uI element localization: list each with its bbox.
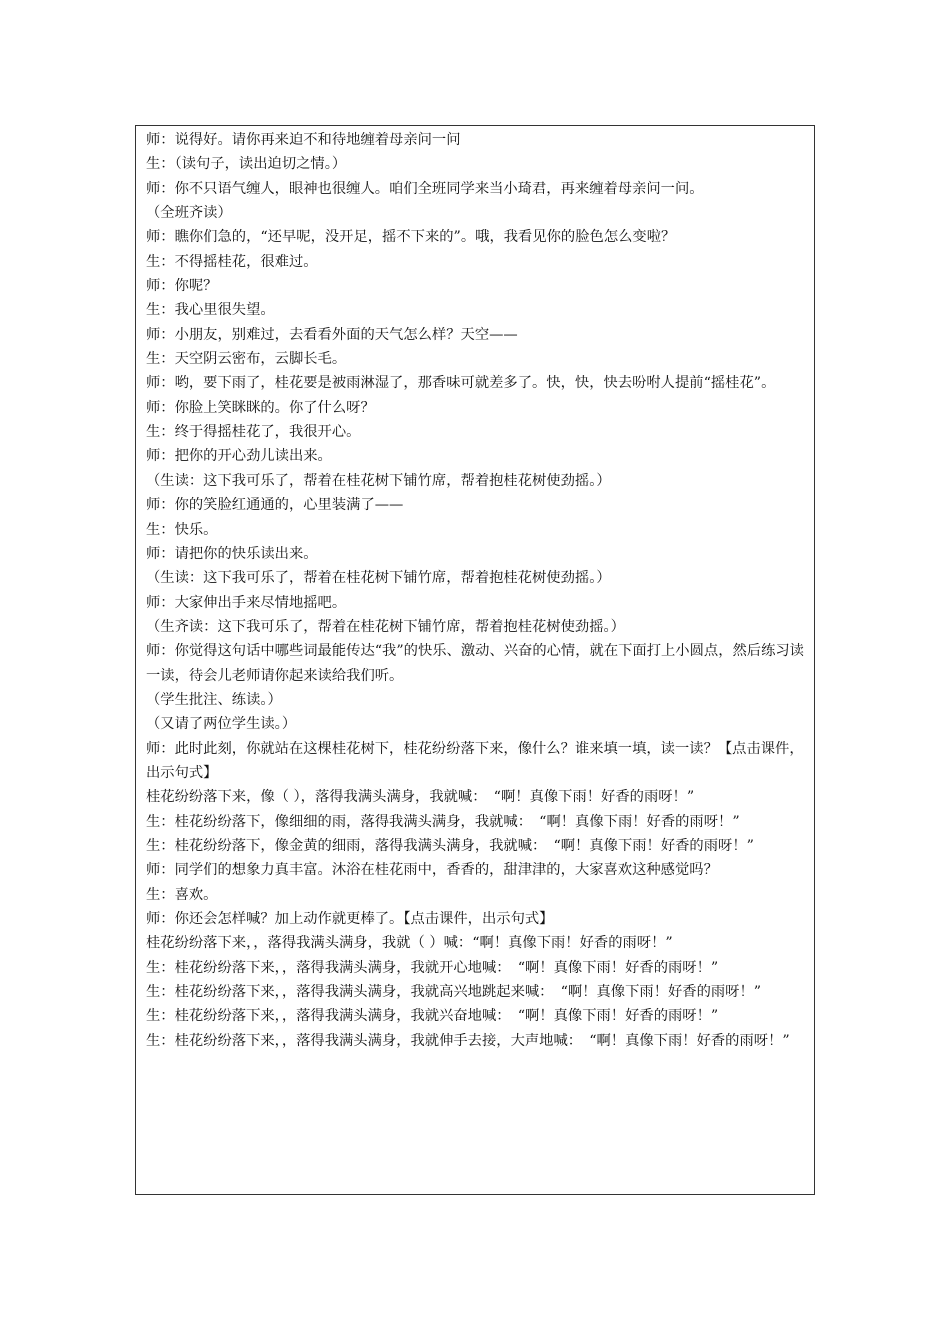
text-line: （生读：这下我可乐了，帮着在桂花树下铺竹席，帮着抱桂花树使劲摇。） (146, 570, 611, 587)
text-line: （生齐读：这下我可乐了，帮着在桂花树下铺竹席，帮着抱桂花树使劲摇。） (146, 618, 625, 635)
text-line: 师：你脸上笑眯眯的。你了什么呀？ (146, 399, 375, 416)
text-line: （又请了两位学生读。） (146, 716, 297, 733)
text-line: 生：快乐。 (146, 521, 218, 538)
text-line: 生：喜欢。 (146, 886, 218, 903)
text-line: （生读：这下我可乐了，帮着在桂花树下铺竹席，帮着抱桂花树使劲摇。） (146, 472, 611, 489)
text-line: 师：你呢？ (146, 278, 218, 295)
text-line: 师：小朋友，别难过，去看看外面的天气怎么样？天空—— (146, 326, 518, 343)
text-line: 师：你的笑脸红通通的，心里装满了—— (146, 497, 404, 514)
text-line: 师：你还会怎样喊？加上动作就更棒了。【点击课件，出示句式】 (146, 911, 554, 927)
text-line: 师：哟，要下雨了，桂花要是被雨淋湿了，那香味可就差多了。快，快，快去吩咐人提前“摇桂花”。 (146, 375, 776, 392)
text-line: 生：桂花纷纷落下来，，落得我满头满身，我就伸手去接，大声地喊： “啊！真像下雨！好香的雨呀！” (146, 1032, 790, 1049)
text-line: 师：把你的开心劲儿读出来。 (146, 448, 332, 465)
text-line: 师：瞧你们急的，“还早呢，没开足，摇不下来的”。哦，我看见你的脸色怎么变啦？ (146, 229, 676, 246)
text-line: 桂花纷纷落下来，像（ ），落得我满头满身，我就喊： “啊！真像下雨！好香的雨呀！” (146, 789, 695, 806)
text-line: 生：桂花纷纷落下，像金黄的细雨，落得我满头满身，我就喊： “啊！真像下雨！好香的雨呀！” (146, 837, 754, 854)
text-line: 师：请把你的快乐读出来。 (146, 545, 318, 562)
text-line: 师：同学们的想象力真丰富。沐浴在桂花雨中，香香的，甜津津的，大家喜欢这种感觉吗？ (146, 862, 718, 879)
text-line: 生：（读句子，读出迫切之情。） (146, 156, 347, 173)
text-line: 生：桂花纷纷落下来，，落得我满头满身，我就兴奋地喊： “啊！真像下雨！好香的雨呀！” (146, 1008, 719, 1025)
text-line: 师：说得好。请你再来迫不和待地缠着母亲问一问 (146, 132, 461, 148)
document-frame (135, 125, 815, 1195)
text-line: 师：你觉得这句话中哪些词最能传达“我”的快乐、激动、兴奋的心情，就在下面打上小圆点，然后练习读一读，待会儿老师请你起来读给我们听。 (146, 643, 804, 684)
text-line: 生：桂花纷纷落下，像细细的雨，落得我满头满身，我就喊： “啊！真像下雨！好香的雨呀！” (146, 813, 740, 830)
text-line: 生：终于得摇桂花了，我很开心。 (146, 424, 361, 441)
text-line: 生：桂花纷纷落下来，，落得我满头满身，我就高兴地跳起来喊： “啊！真像下雨！好香的雨呀！” (146, 984, 762, 1001)
text-line: （全班齐读） (146, 205, 232, 222)
text-line: 师：此时此刻，你就站在这棵桂花树下，桂花纷纷落下来，像什么？谁来填一填，读一读？【点击课件，出示句式】 (146, 740, 804, 781)
text-line: 生：天空阴云密布，云脚长毛。 (146, 351, 347, 368)
text-line: 生：我心里很失望。 (146, 302, 275, 319)
text-line: （学生批注、练读。） (146, 691, 282, 708)
text-line: 师：你不只语气缠人，眼神也很缠人。咱们全班同学来当小琦君，再来缠着母亲问一问。 (146, 180, 704, 197)
text-line: 生：不得摇桂花，很难过。 (146, 253, 318, 270)
text-line: 师：大家伸出手来尽情地摇吧。 (146, 594, 347, 611)
text-line: 生：桂花纷纷落下来，，落得我满头满身，我就开心地喊： “啊！真像下雨！好香的雨呀！” (146, 959, 719, 976)
text-line: 桂花纷纷落下来，，落得我满头满身，我就（ ）喊：“啊！真像下雨！好香的雨呀！” (146, 935, 673, 952)
